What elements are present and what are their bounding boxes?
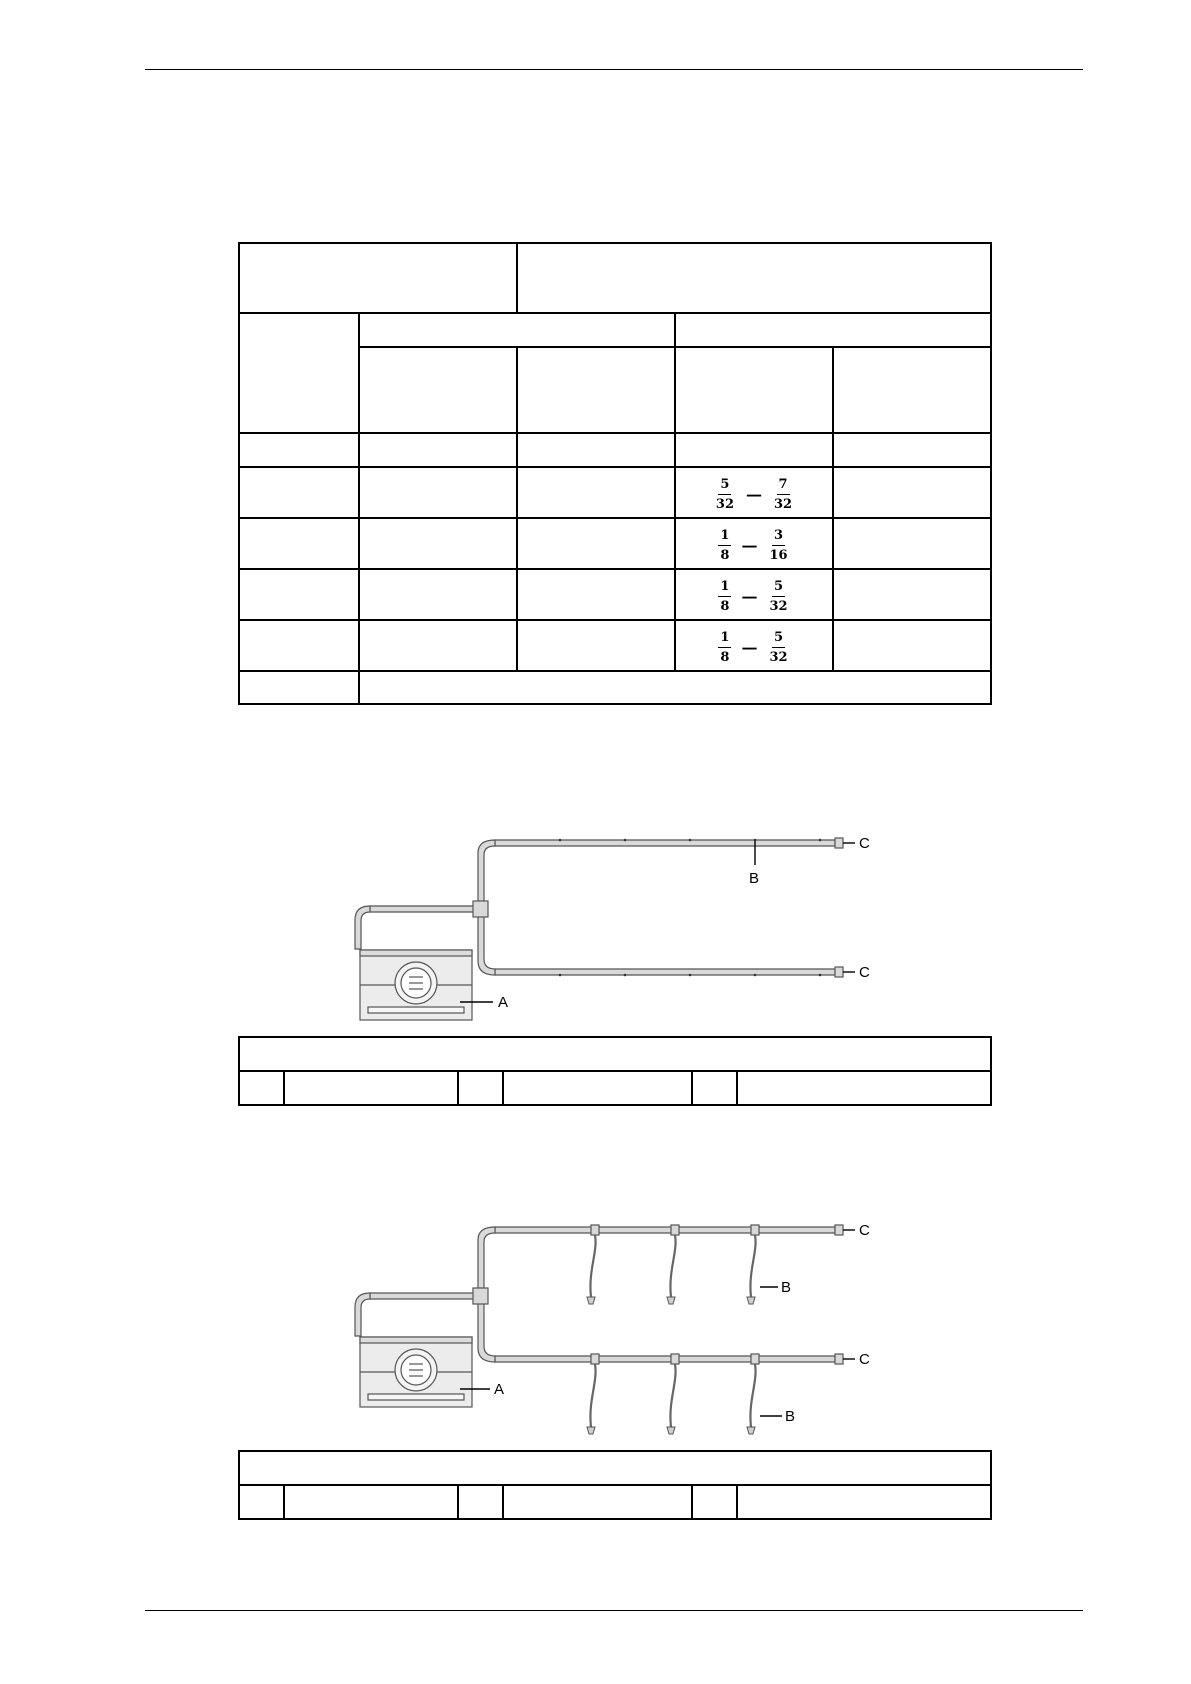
table-cell [833, 569, 991, 620]
callout-c-bottom: C [859, 964, 870, 981]
table-cell [517, 518, 675, 569]
table-cell [359, 433, 517, 467]
spec-header-cell [239, 313, 359, 433]
numerator: 5 [772, 580, 785, 597]
spec-subheader-row [239, 313, 991, 347]
range-separator: — [741, 535, 758, 555]
table-cell [359, 467, 517, 518]
numerator: 1 [718, 529, 731, 546]
table-cell [517, 433, 675, 467]
table-cell [239, 569, 359, 620]
fraction-range-cell [675, 467, 833, 518]
table-cell [239, 433, 359, 467]
denominator: 32 [774, 496, 793, 512]
table-row [239, 620, 991, 671]
denominator: 8 [720, 547, 730, 563]
spec-table [238, 242, 992, 705]
spec-column-cell [359, 347, 517, 433]
table-cell [517, 620, 675, 671]
table-cell [359, 518, 517, 569]
legend-title-row [239, 1451, 991, 1485]
table-cell [359, 620, 517, 671]
legend-value [737, 1071, 991, 1105]
fraction-min [718, 580, 731, 613]
legend-title-cell [239, 1037, 991, 1071]
spec-header-cell [517, 243, 991, 313]
range-separator: — [746, 484, 762, 504]
range-separator: — [741, 586, 758, 606]
callout-a: A [494, 1381, 505, 1398]
callout-lines [460, 1230, 855, 1416]
figure-2-legend [238, 1450, 992, 1520]
denominator: 32 [769, 598, 788, 614]
numerator: 3 [772, 529, 785, 546]
legend-row [239, 1485, 991, 1519]
spec-column-cell [675, 347, 833, 433]
fraction-max [772, 478, 794, 511]
legend-title-row [239, 1037, 991, 1071]
legend-value [737, 1485, 991, 1519]
pump-unit-icon [360, 950, 472, 1020]
legend-key [692, 1485, 737, 1519]
callout-c-top: C [859, 835, 870, 852]
fraction-range-cell [675, 518, 833, 569]
fraction-min [718, 631, 731, 664]
callout-b-bottom: B [785, 1408, 796, 1425]
table-cell [359, 569, 517, 620]
table-row [239, 518, 991, 569]
legend-value [503, 1071, 692, 1105]
legend-row [239, 1071, 991, 1105]
footer-rule [145, 1610, 1083, 1611]
table-cell [833, 433, 991, 467]
denominator: 8 [720, 649, 730, 665]
fraction-min [714, 478, 736, 511]
callout-b: B [749, 870, 760, 887]
table-cell [833, 467, 991, 518]
table-cell [517, 569, 675, 620]
table-cell [517, 467, 675, 518]
spec-group-cell [675, 313, 991, 347]
numerator: 5 [772, 631, 785, 648]
numerator: 7 [777, 478, 790, 495]
spec-header-cell [239, 243, 517, 313]
range-separator: — [741, 637, 758, 657]
table-cell [239, 671, 359, 704]
fraction-max [767, 580, 789, 613]
denominator: 32 [769, 649, 788, 665]
figure-1-diagram [330, 825, 890, 1025]
table-cell [239, 620, 359, 671]
spec-column-cell [517, 347, 675, 433]
callout-c-bottom: C [859, 1351, 870, 1368]
spec-header-row [239, 243, 991, 313]
denominator: 8 [720, 598, 730, 614]
legend-value [503, 1485, 692, 1519]
callout-c-top: C [859, 1222, 870, 1239]
legend-title-cell [239, 1451, 991, 1485]
spec-column-cell [833, 347, 991, 433]
numerator: 1 [718, 580, 731, 597]
numerator: 1 [718, 631, 731, 648]
denominator: 32 [715, 496, 734, 512]
legend-value [284, 1071, 458, 1105]
table-cell [359, 671, 991, 704]
drip-line-icon [590, 1235, 755, 1427]
table-row [239, 467, 991, 518]
legend-value [284, 1485, 458, 1519]
table-row [239, 671, 991, 704]
legend-key [239, 1071, 284, 1105]
figure-1-legend [238, 1036, 992, 1106]
figure-2-diagram [330, 1212, 890, 1442]
spec-group-cell [359, 313, 675, 347]
numerator: 5 [718, 478, 731, 495]
legend-key [239, 1485, 284, 1519]
legend-key [458, 1485, 503, 1519]
callout-lines [460, 841, 855, 1002]
legend-key [458, 1071, 503, 1105]
fraction-min [718, 529, 731, 562]
table-cell [675, 433, 833, 467]
callout-b-top: B [781, 1279, 792, 1296]
fraction-range-cell [675, 620, 833, 671]
table-cell [833, 620, 991, 671]
table-row [239, 433, 991, 467]
fraction-max [767, 529, 789, 562]
fraction-range-cell [675, 569, 833, 620]
table-cell [239, 467, 359, 518]
drip-points [559, 839, 822, 977]
callout-a: A [498, 994, 509, 1011]
table-cell [833, 518, 991, 569]
header-rule [145, 69, 1083, 70]
table-row [239, 569, 991, 620]
fraction-max [767, 631, 789, 664]
table-cell [239, 518, 359, 569]
denominator: 16 [769, 547, 788, 563]
legend-key [692, 1071, 737, 1105]
pump-unit-icon [360, 1337, 472, 1407]
